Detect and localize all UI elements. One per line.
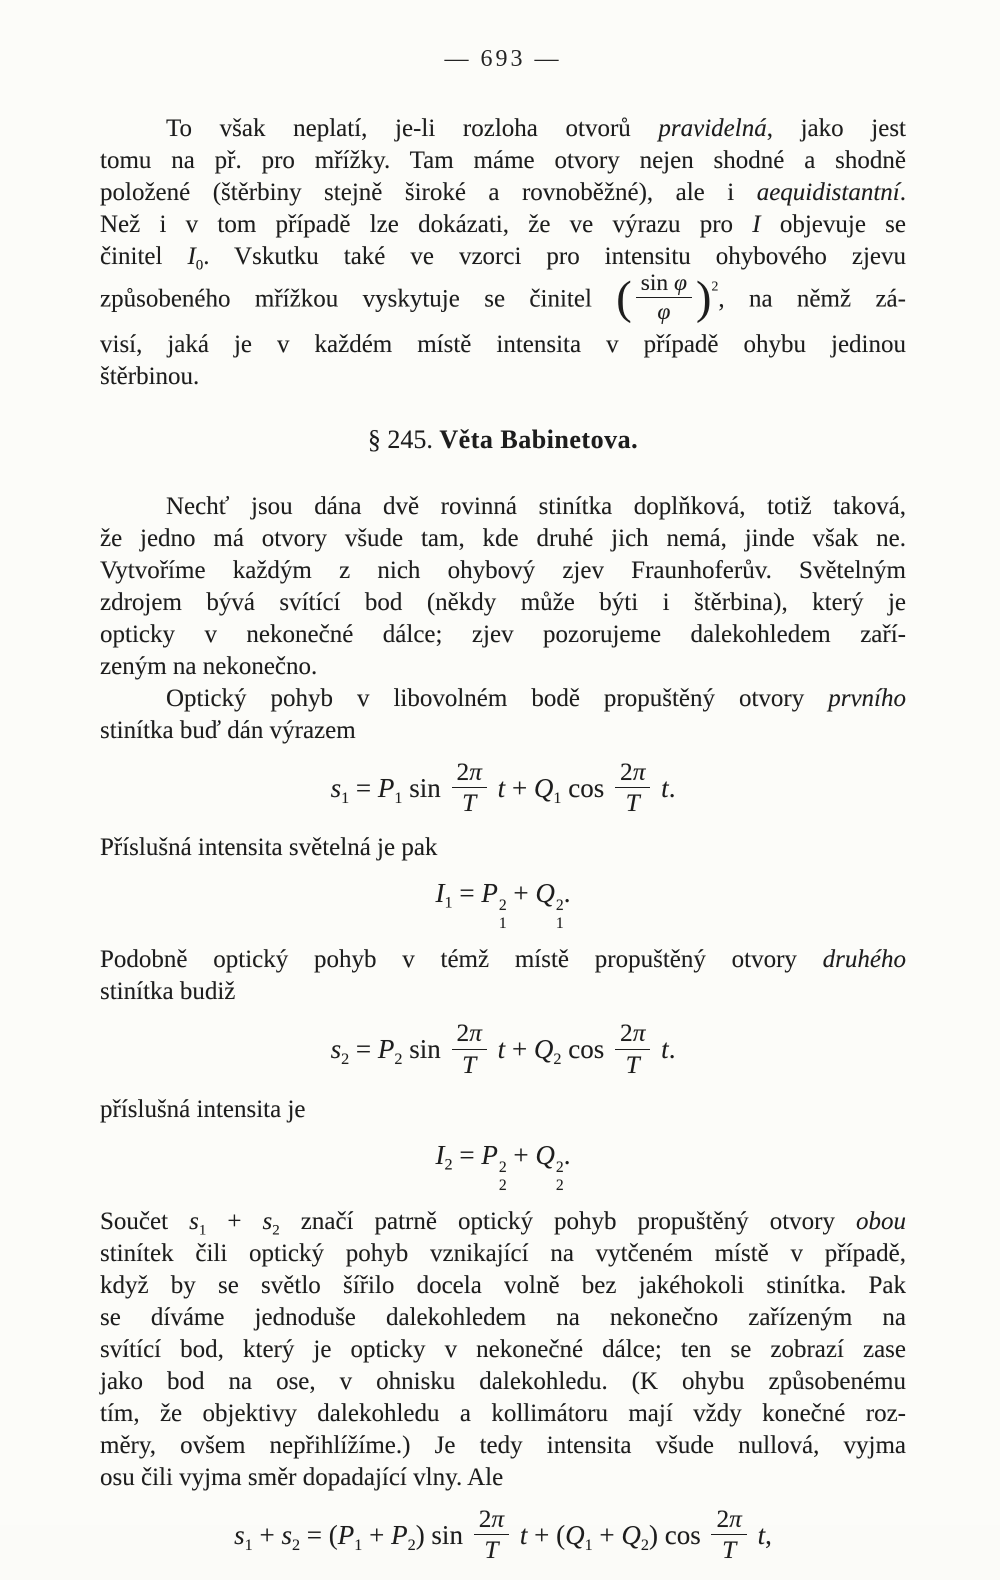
text-line: Než i v tom případě lze dokázati, že ve výrazu pro I objevuje se [100, 211, 906, 238]
paragraph-babinet-setup [100, 491, 906, 683]
text-line: zdrojem bývá svítící bod (někdy může býti i štěrbina), který je [100, 588, 906, 616]
text-line: příslušná intensita je [100, 1096, 306, 1124]
text-line: jako bod na ose, v ohnisku dalekohledu. (K ohybu způsobenému [100, 1368, 906, 1396]
text-line: osu čili vyjma směr dopadající vlny. Ale [100, 1464, 504, 1492]
text-line: tomu na př. pro mřížky. Tam máme otvory nejen shodné a shodně [100, 147, 906, 174]
text-line: Vytvoříme každým z nich ohybový zjev Fraunhoferův. Světelným [100, 556, 906, 584]
paragraph-grating-remark [100, 113, 906, 393]
paragraph-first-screen [100, 683, 906, 747]
formula-i1: $I_1 = P$ 2 1 + Q 2 1 . [435, 878, 571, 932]
text-line: Optický pohyb v libovolném bodě propuštěný otvory prvního [166, 684, 906, 712]
text-line: opticky v nekonečné dálce; zjev pozorujeme dalekohledem zaří- [100, 620, 906, 648]
text-line: To však neplatí, je-li rozloha otvorů pravidelná, jako jest [166, 115, 907, 142]
text-line: způsobeného mřížkou vyskytuje se činitel ( $\frac{\text{sin φ}}{\varphi}$ )$^2$, na němž zá- [100, 270, 906, 326]
text-line: stinítka budiž [100, 978, 236, 1006]
formula-s1: $s_1 = P_1$ sin $\frac{2\pi}{T}$ $t + Q_1$ cos $\frac{2\pi}{T}$ t. [330, 757, 676, 818]
page-number: — 693 — [444, 46, 562, 72]
text-line: visí, jaká je v každém místě intensita v případě ohybu jedinou [100, 330, 906, 358]
text-line: tím, že objektivy dalekohledu a kollimátoru mají vždy konečné roz- [100, 1400, 906, 1428]
text-line: měry, ovšem nepřihlížíme.) Je tedy intensita všude nullová, vyjma [100, 1432, 906, 1460]
text-line: položené (štěrbiny stejně široké a rovnoběžné), ale i aequidistantní. [100, 179, 906, 206]
text-line: štěrbinou. [100, 362, 200, 390]
paragraph-second-screen [100, 944, 906, 1008]
paragraph-intensity1-lead [100, 832, 906, 864]
text-line: Příslušná intensita světelná je pak [100, 834, 438, 862]
text-line: činitel $I_0$. Vskutku také ve vzorci pro intensitu ohybového zjevu [100, 243, 906, 274]
paragraph-intensity2-lead [100, 1094, 906, 1126]
text-line: svítící bod, který je opticky v nekonečné dálce; ten se zobrazí zase [100, 1336, 906, 1364]
text-line: stinítka buď dán výrazem [100, 716, 356, 744]
text-line: když by se světlo šířilo docela volně bez jakéhokoli stinítka. Pak [100, 1272, 906, 1300]
section-heading: § 245. Věta Babinetova. [367, 424, 639, 454]
formula-s2: $s_2 = P_2$ sin $\frac{2\pi}{T}$ $t + Q_2$ cos $\frac{2\pi}{T}$ t. [330, 1019, 676, 1079]
formula-i2: $I_2 = P$ 2 2 + Q 2 2 . [435, 1140, 571, 1194]
page-content [100, 113, 906, 1568]
text-line: Podobně optický pohyb v témž místě propuštěný otvory druhého [100, 946, 906, 974]
text-line: Součet $s_1 + s_2$ značí patrně optický pohyb propuštěný otvory obou [100, 1208, 906, 1239]
formula-sum: $s_1 + s_2 = (P_1 + P_2)$ sin $\frac{2\pi}{T}$ $t + (Q_1 + Q_2)$ cos $\frac{2\pi}{T}$ t, [234, 1505, 772, 1565]
paragraph-sum-discussion [100, 1206, 906, 1494]
text-line: že jedno má otvory všude tam, kde druhé jich nemá, jinde však ne. [100, 524, 906, 552]
text-line: stinítek čili optický pohyb vznikající na vytčeném místě v případě, [100, 1240, 906, 1268]
text-line: zeným na nekonečno. [100, 652, 318, 680]
page-content-wrapper [100, 46, 906, 1580]
text-line: Nechť jsou dána dvě rovinná stinítka doplňková, totiž taková, [166, 492, 906, 520]
text-line: se díváme jednoduše dalekohledem na nekonečno zařízeným na [100, 1304, 906, 1332]
